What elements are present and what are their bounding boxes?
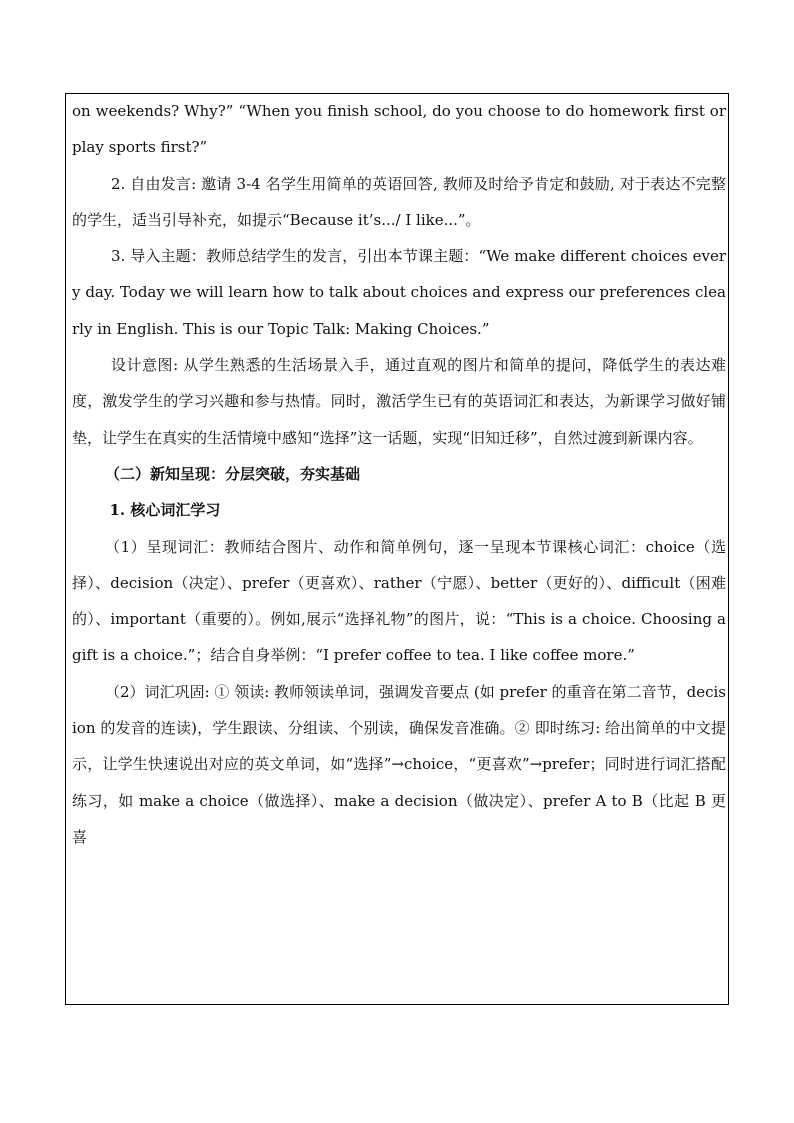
document-body [72,93,726,855]
paragraph-question-continuation: on weekends? Why?” “When you finish school, do you choose to do homework first or play sports first?” [72,102,726,157]
paragraph-introduce-topic: 3. 导入主题：教师总结学生的发言，引出本节课主题：“We make different choices every day. Today we will learn how to talk about choices and express our preferences clearly in English. This is our Topic Talk: Making Choices.” [72,247,726,338]
paragraph-present-vocabulary: （1）呈现词汇：教师结合图片、动作和简单例句，逐一呈现本节课核心词汇：choice（选择）、decision（决定）、prefer（更喜欢）、rather（宁愿）、better（更好的）、difficult（困难的）、important（重要的）。例如,展示“选择礼物”的图片，说：“This is a choice. Choosing a gift is a choice.”；结合自身举例：“I prefer coffee to tea. I like coffee more.” [72,537,726,665]
subheading-core-vocabulary: 1. 核心词汇学习 [109,501,221,520]
section-heading-new-knowledge: （二）新知呈现：分层突破，夯实基础 [105,464,361,483]
paragraph-design-intent: 设计意图: 从学生熟悉的生活场景入手，通过直观的图片和简单的提问，降低学生的表达难度，激发学生的学习兴趣和参与热情。同时，激活学生已有的英语词汇和表达，为新课学习做好铺垫，让学生在真实的生活情境中感知“选择”这一话题，实现“旧知迁移”，自然过渡到新课内容。 [72,356,726,447]
paragraph-free-speech: 2. 自由发言: 邀请 3-4 名学生用简单的英语回答, 教师及时给予肯定和鼓励, 对于表达不完整的学生，适当引导补充，如提示“Because it’s.../ I like...”。 [72,174,726,229]
paragraph-vocabulary-consolidation: （2）词汇巩固: ① 领读: 教师领读单词，强调发音要点 (如 prefer 的重音在第二音节，decision 的发音的连读)，学生跟读、分组读、个别读，确保发音准确。② 即时练习: 给出简单的中文提示，让学生快速说出对应的英文单词，如“选择”→choice，“更喜欢”→prefer；同时进行词汇搭配练习，如 make a choice（做选择）、make a decision（做决定）、prefer A to B（比起 B 更喜 [72,682,726,846]
